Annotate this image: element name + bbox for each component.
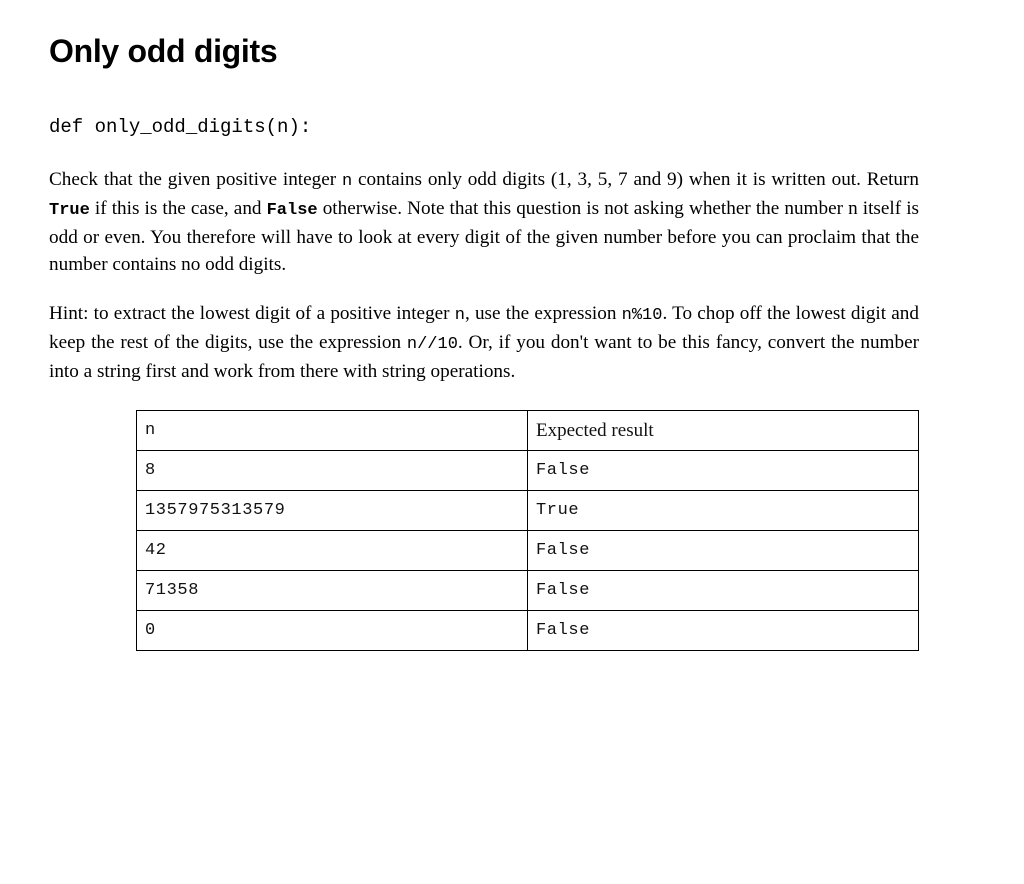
- cell-n: 0: [137, 611, 528, 651]
- inline-code: False: [266, 201, 318, 220]
- description-text: contains only odd digits (1, 3, 5, 7 and 9) when it is written out. Return: [352, 169, 919, 190]
- cell-expected: False: [528, 531, 919, 571]
- table-row: [137, 451, 919, 491]
- cell-n: 1357975313579: [137, 491, 528, 531]
- hint-paragraph: [49, 300, 919, 385]
- table-row: [137, 491, 919, 531]
- hint-text: Hint: to extract the lowest digit of a positive integer: [49, 303, 455, 324]
- header-expected-result: Expected result: [528, 411, 919, 451]
- cell-n: 8: [137, 451, 528, 491]
- inline-code: n: [341, 172, 353, 191]
- hint-text: . To chop off the lowest digit and keep the rest of the digits, use the expression: [49, 303, 919, 353]
- hint-text: . Or, if you don't want to be this fancy, convert the number into a string first and work from there with string operations.: [49, 332, 919, 382]
- cell-expected: False: [528, 611, 919, 651]
- table-row: [137, 571, 919, 611]
- cell-n: 42: [137, 531, 528, 571]
- inline-code: True: [49, 201, 90, 220]
- description-text: Check that the given positive integer: [49, 169, 342, 190]
- inline-code: n//10: [406, 335, 458, 354]
- cell-n: 71358: [137, 571, 528, 611]
- header-n: n: [137, 411, 528, 451]
- page-title: Only odd digits: [49, 33, 278, 69]
- function-signature: def only_odd_digits(n):: [49, 116, 312, 138]
- problem-description: [49, 166, 919, 278]
- examples-table: [136, 410, 919, 651]
- table-row: [137, 611, 919, 651]
- inline-code: n: [454, 306, 465, 325]
- description-text: otherwise. Note that this question is not asking whether the number n itself is odd or even. You therefore will have to look at every digit of the given number before you can proclaim that the number contains no odd digits.: [49, 198, 919, 275]
- hint-text: , use the expression: [464, 303, 622, 324]
- cell-expected: True: [528, 491, 919, 531]
- cell-expected: False: [528, 571, 919, 611]
- description-text: if this is the case, and: [89, 198, 267, 219]
- table-row: [137, 531, 919, 571]
- inline-code: n%10: [621, 306, 663, 325]
- table-header-row: [137, 411, 919, 451]
- cell-expected: False: [528, 451, 919, 491]
